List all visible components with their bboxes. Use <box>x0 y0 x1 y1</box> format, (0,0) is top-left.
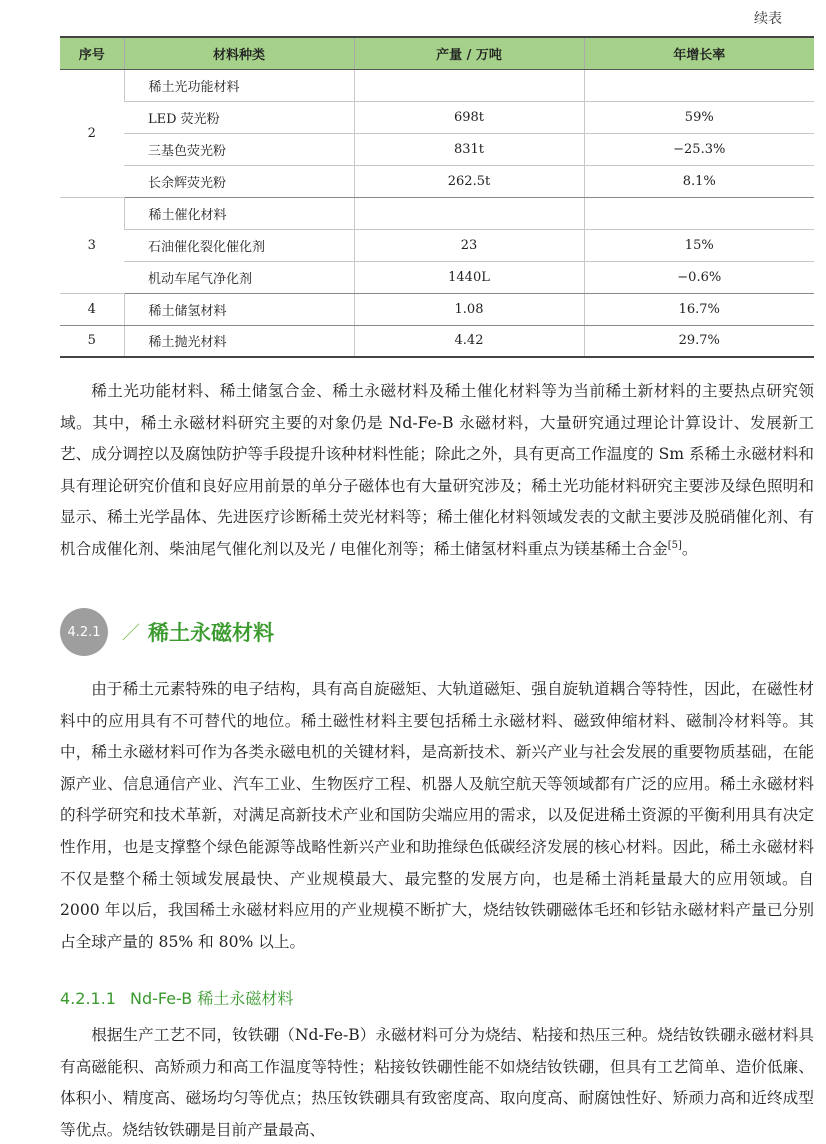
table-row <box>60 325 814 357</box>
production-cell: 831t <box>354 133 584 165</box>
subsection-paragraph: 根据生产工艺不同，钕铁硼（Nd-Fe-B）永磁材料可分为烧结、粘接和热压三种。烧结钕铁硼永磁材料具有高磁能积、高矫顽力和高工作温度等特性；粘接钕铁硼性能不如烧结钕铁硼，但具有工艺简单、造价低廉、体积小、精度高、磁场均匀等优点；热压钕铁硼具有致密度高、取向度高、耐腐蚀性好、矫顽力高和近终成型等优点。烧结钕铁硼是目前产量最高、 <box>60 1026 814 1139</box>
production-cell: 698t <box>354 101 584 133</box>
section-slash: ／ <box>122 623 140 644</box>
material-cell: 机动车尾气净化剂 <box>124 261 354 293</box>
table-row <box>60 165 814 197</box>
subsection-number: 4.2.1.1 <box>60 989 116 1008</box>
material-cell: 长余辉荧光粉 <box>124 165 354 197</box>
growth-cell <box>584 69 814 101</box>
material-cell: 稀土光功能材料 <box>124 69 354 101</box>
header-no: 序号 <box>60 37 124 69</box>
section-number-badge: 4.2.1 <box>60 608 108 656</box>
growth-cell: 59% <box>584 101 814 133</box>
table-row <box>60 229 814 261</box>
continued-label: 续表 <box>754 11 782 27</box>
production-cell <box>354 197 584 229</box>
growth-cell: 8.1% <box>584 165 814 197</box>
header-material: 材料种类 <box>124 37 354 69</box>
growth-cell: 15% <box>584 229 814 261</box>
table-row <box>60 293 814 325</box>
header-production: 产量 / 万吨 <box>354 37 584 69</box>
section-title: 稀土永磁材料 <box>148 621 274 645</box>
citation-ref: [5] <box>667 539 682 551</box>
table-row <box>60 101 814 133</box>
row-number: 4 <box>60 293 124 325</box>
table-row <box>60 69 814 101</box>
subsection-heading <box>60 986 293 1009</box>
production-cell: 4.42 <box>354 325 584 357</box>
intro-paragraph-text: 稀土光功能材料、稀土储氢合金、稀土永磁材料及稀土催化材料等为当前稀土新材料的主要热点研究领域。其中，稀土永磁材料研究主要的对象仍是 Nd-Fe-B 永磁材料，大量研究通过理论计算设计、发展新工艺、成分调控以及腐蚀防护等手段提升该种材料性能；除此之外，具有更高工作温度的 Sm 系稀土永磁材料和具有理论研究价值和良好应用前景的单分子磁体也有大量研究涉及；稀土光功能材料研究主要涉及绿色照明和显示、稀土光学晶体、先进医疗诊断稀土荧光材料等；稀土催化材料领域发表的文献主要涉及脱硝催化剂、有机合成催化剂、柴油尾气催化剂以及光 / 电催化剂等；稀土储氢材料重点为镁基稀土合金 <box>60 382 814 558</box>
production-cell: 23 <box>354 229 584 261</box>
subsection-title: Nd-Fe-B 稀土永磁材料 <box>129 989 294 1008</box>
material-cell: 稀土抛光材料 <box>124 325 354 357</box>
growth-cell: −0.6% <box>584 261 814 293</box>
production-cell: 1.08 <box>354 293 584 325</box>
growth-cell: −25.3% <box>584 133 814 165</box>
row-number: 2 <box>60 69 124 197</box>
production-cell: 262.5t <box>354 165 584 197</box>
intro-paragraph-end: 。 <box>681 539 698 558</box>
production-cell <box>354 69 584 101</box>
table-row <box>60 133 814 165</box>
section-paragraph: 由于稀土元素特殊的电子结构，具有高自旋磁矩、大轨道磁矩、强自旋轨道耦合等特性，因此，在磁性材料中的应用具有不可替代的地位。稀土磁性材料主要包括稀土永磁材料、磁致伸缩材料、磁制冷材料等。其中，稀土永磁材料可作为各类永磁电机的关键材料，是高新技术、新兴产业与社会发展的重要物质基础，在能源产业、信息通信产业、汽车工业、生物医疗工程、机器人及航空航天等领域都有广泛的应用。稀土永磁材料的科学研究和技术革新，对满足高新技术产业和国防尖端应用的需求，以及促进稀土资源的平衡利用具有决定性作用，也是支撑整个绿色能源等战略性新兴产业和助推绿色低碳经济发展的核心材料。因此，稀土永磁材料不仅是整个稀土领域发展最快、产业规模最大、最完整的发展方向，也是稀土消耗量最大的应用领域。自 2000 年以后，我国稀土永磁材料应用的产业规模不断扩大，烧结钕铁硼磁体毛坯和钐钴永磁材料产量已分别占全球产量的 85% 和 80% 以上。 <box>60 680 814 951</box>
materials-table <box>60 36 814 358</box>
growth-cell: 29.7% <box>584 325 814 357</box>
material-cell: 稀土储氢材料 <box>124 293 354 325</box>
table-row <box>60 197 814 229</box>
material-cell: LED 荧光粉 <box>124 101 354 133</box>
table-row <box>60 261 814 293</box>
intro-paragraph <box>60 376 814 566</box>
material-cell: 石油催化裂化催化剂 <box>124 229 354 261</box>
production-cell: 1440L <box>354 261 584 293</box>
section-heading <box>60 606 274 658</box>
growth-cell <box>584 197 814 229</box>
row-number: 5 <box>60 325 124 357</box>
growth-cell: 16.7% <box>584 293 814 325</box>
material-cell: 稀土催化材料 <box>124 197 354 229</box>
row-number: 3 <box>60 197 124 293</box>
table-header-row <box>60 37 814 69</box>
material-cell: 三基色荧光粉 <box>124 133 354 165</box>
header-growth: 年增长率 <box>584 37 814 69</box>
